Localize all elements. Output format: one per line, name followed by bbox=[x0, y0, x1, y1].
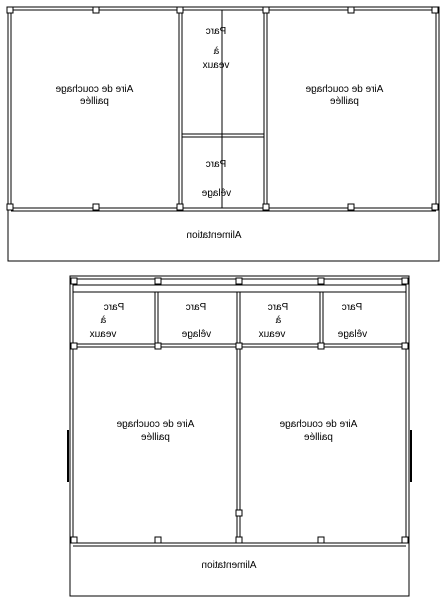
post bbox=[155, 278, 161, 284]
lower-pen-3-line2: à bbox=[275, 315, 282, 326]
lower-pen-1-line1: Parc bbox=[103, 302, 125, 313]
post bbox=[236, 510, 242, 516]
post bbox=[402, 278, 408, 284]
post bbox=[71, 537, 77, 543]
upper-room-left-line1: Aire de couchage bbox=[55, 84, 134, 95]
post bbox=[263, 204, 269, 210]
post bbox=[318, 537, 324, 543]
post bbox=[318, 343, 324, 349]
upper-pen-bottom-line1: Parc bbox=[205, 159, 227, 170]
lower-pen-2-line1: Parc bbox=[185, 302, 207, 313]
lower-room-left-line1: Aire de couchage bbox=[116, 419, 195, 430]
post bbox=[348, 204, 354, 210]
post bbox=[155, 343, 161, 349]
upper-plan bbox=[7, 7, 439, 261]
lower-pen-1-line2: à bbox=[100, 315, 107, 326]
post bbox=[236, 537, 242, 543]
post bbox=[402, 343, 408, 349]
post bbox=[93, 7, 99, 13]
upper-pen-top-line3: veaux bbox=[202, 60, 230, 71]
lower-pen-3-line3: veaux bbox=[258, 329, 286, 340]
post bbox=[263, 7, 269, 13]
upper-pen-top-line1: Parc bbox=[205, 26, 227, 37]
post bbox=[432, 7, 438, 13]
upper-room-right-line1: Aire de couchage bbox=[305, 84, 384, 95]
lower-labels bbox=[90, 302, 368, 571]
post bbox=[155, 537, 161, 543]
lower-room-left-line2: paillée bbox=[140, 432, 170, 443]
post bbox=[71, 343, 77, 349]
lower-pen-3-line1: Parc bbox=[267, 302, 289, 313]
upper-feed-label: Alimentation bbox=[186, 230, 242, 241]
post bbox=[177, 204, 183, 210]
post bbox=[432, 204, 438, 210]
lower-pen-4-line2: vêlage bbox=[337, 329, 368, 340]
upper-pen-bottom-line2: vêlage bbox=[201, 188, 232, 199]
lower-pen-4-line1: Parc bbox=[341, 302, 363, 313]
lower-pen-1-line3: veaux bbox=[89, 329, 117, 340]
post bbox=[236, 278, 242, 284]
post bbox=[7, 7, 13, 13]
upper-inner-wall bbox=[11, 10, 436, 208]
lower-pen-2-line2: vêlage bbox=[181, 329, 212, 340]
lower-feed-label: Alimentation bbox=[201, 560, 257, 571]
post bbox=[93, 204, 99, 210]
post bbox=[177, 7, 183, 13]
lower-room-right-line1: Aire de couchage bbox=[279, 419, 358, 430]
lower-plan bbox=[68, 276, 411, 596]
post bbox=[236, 343, 242, 349]
post bbox=[71, 278, 77, 284]
upper-pen-top-line2: à bbox=[213, 46, 220, 57]
upper-room-right-line2: paillée bbox=[329, 96, 359, 107]
post bbox=[7, 204, 13, 210]
post bbox=[318, 278, 324, 284]
post bbox=[402, 537, 408, 543]
post bbox=[348, 7, 354, 13]
upper-room-left-line2: paillée bbox=[79, 96, 109, 107]
lower-room-right-line2: paillée bbox=[303, 432, 333, 443]
